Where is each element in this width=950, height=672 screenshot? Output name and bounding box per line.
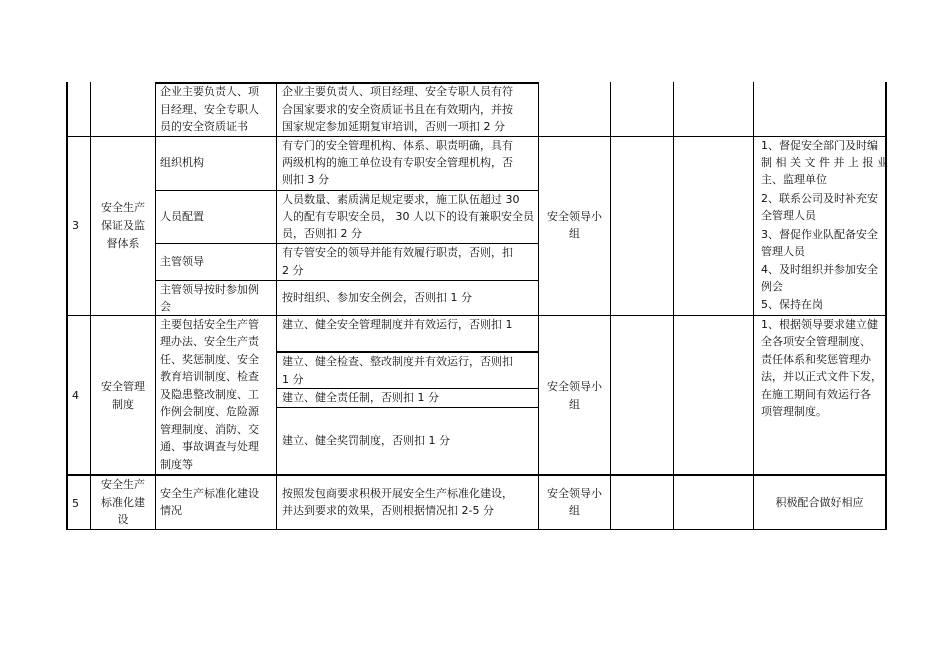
- measure-text: 主、监理单位: [761, 173, 827, 186]
- item-text: 主要包括安全生产管: [160, 318, 259, 331]
- category-text: 标准化建: [101, 496, 145, 509]
- standard-text: 则扣 3 分: [282, 173, 329, 186]
- measure-text: 法，并以正式文件下发，: [761, 370, 882, 383]
- col-divider: [753, 82, 754, 530]
- responsible-text: 安全领导小: [547, 380, 602, 393]
- standard-text: 1 分: [282, 373, 304, 386]
- table-border-left: [66, 82, 68, 530]
- item-text: 情况: [160, 504, 182, 517]
- item-text: 目经理、安全专职人: [160, 103, 259, 116]
- measure-text: 5、保持在岗: [761, 298, 823, 311]
- measure-text: 制 相 关 文 件 并 上 报 业: [761, 156, 888, 169]
- standard-text: 合国家要求的安全资质证书且在有效期内，并按: [282, 103, 513, 116]
- standard-text: 国家规定参加延期复审培训，否则一项扣 2 分: [282, 120, 505, 133]
- item-text: 主管领导按时参加例: [160, 283, 259, 296]
- measure-text: 全管理人员: [761, 209, 816, 222]
- responsible-text: 组: [569, 504, 580, 517]
- measure-text: 全各项安全管理制度、: [761, 335, 871, 348]
- item-text: 任、奖惩制度、安全: [160, 353, 259, 366]
- item-text: 教育培训制度、检查: [160, 370, 259, 383]
- col-divider: [673, 82, 674, 530]
- col-divider: [155, 82, 156, 530]
- standard-text: 建立、健全责任制，否则扣 1 分: [282, 391, 439, 404]
- item-text: 企业主要负责人、项: [160, 85, 259, 98]
- row-number: 3: [72, 219, 79, 232]
- standard-text: 人的配有专职安全员， 30 人以下的设有兼职安全员: [282, 210, 534, 223]
- item-text: 通、事故调查与处理: [160, 440, 259, 453]
- item-text: 人员配置: [160, 210, 204, 223]
- standard-text: 人员数量、素质满足规定要求，施工队伍超过 30: [282, 193, 520, 206]
- measure-text: 1、根据领导要求建立健: [761, 318, 878, 331]
- item-text: 管理制度、消防、交: [160, 423, 259, 436]
- measure-text: 管理人员: [761, 245, 805, 258]
- responsible-text: 组: [569, 227, 580, 240]
- row-number: 4: [72, 389, 79, 402]
- standard-text: 建立、健全安全管理制度并有效运行，否则扣 1: [282, 318, 513, 331]
- row-number: 5: [72, 497, 79, 510]
- standard-text: 企业主要负责人、项目经理、安全专职人员有符: [282, 85, 513, 98]
- standard-text: 两级机构的施工单位设有专职安全管理机构，否: [282, 156, 513, 169]
- col-divider: [538, 82, 539, 530]
- category-text: 设: [117, 513, 129, 526]
- measure-text: 责任体系和奖惩管理办: [761, 353, 871, 366]
- table-border-right: [885, 82, 887, 530]
- item-text: 组织机构: [160, 156, 204, 169]
- measure-text: 在施工期间有效运行各: [761, 388, 871, 401]
- col-divider: [276, 82, 277, 530]
- item-text: 主管领导: [160, 255, 204, 268]
- standard-text: 2 分: [282, 264, 304, 277]
- row-separator: [66, 474, 886, 476]
- category-text: 制度: [112, 398, 134, 411]
- standard-text: 员，否则扣 2 分: [282, 227, 362, 240]
- row-separator: [66, 529, 886, 530]
- item-text: 及隐患整改制度、工: [160, 388, 259, 401]
- measure-text: 2、联系公司及时补充安: [761, 192, 878, 205]
- standard-text: 按照发包商要求积极开展安全生产标准化建设，: [282, 487, 513, 500]
- category-text: 督体系: [106, 237, 140, 250]
- item-text: 员的安全资质证书: [160, 120, 248, 133]
- standard-text: 建立、健全奖罚制度，否则扣 1 分: [282, 434, 450, 447]
- category-text: 保证及监: [101, 219, 145, 232]
- col-divider: [610, 82, 611, 530]
- col-divider: [90, 82, 91, 530]
- measure-text: 例会: [761, 280, 783, 293]
- measure-text: 4、及时组织并参加安全: [761, 263, 878, 276]
- item-text: 会: [160, 300, 171, 313]
- measure-text: 项管理制度。: [761, 405, 827, 418]
- measure-text: 1、督促安全部门及时编: [761, 139, 878, 152]
- category-text: 安全生产: [101, 478, 145, 491]
- standard-text: 有专门的安全管理机构、体系、职责明确，具有: [282, 139, 513, 152]
- measure-text: 3、督促作业队配备安全: [761, 228, 878, 241]
- item-text: 安全生产标准化建设: [160, 487, 259, 500]
- responsible-text: 安全领导小: [547, 487, 602, 500]
- standard-text: 并达到要求的效果，否则根据情况扣 2-5 分: [282, 504, 494, 517]
- category-text: 安全生产: [101, 201, 145, 214]
- measure-text: 积极配合做好相应: [775, 496, 864, 509]
- category-text: 安全管理: [101, 380, 145, 393]
- item-text: 作例会制度、危险源: [160, 405, 259, 418]
- standard-text: 按时组织、参加安全例会，否则扣 1 分: [282, 291, 472, 304]
- responsible-text: 组: [569, 398, 580, 411]
- item-text: 制度等: [160, 458, 193, 471]
- standard-text: 有专管安全的领导并能有效履行职责，否则，扣: [282, 246, 513, 259]
- subrow-separator: [276, 407, 539, 408]
- responsible-text: 安全领导小: [547, 210, 602, 223]
- standard-text: 建立、健全检查、整改制度并有效运行，否则扣: [282, 355, 513, 368]
- item-text: 理办法、安全生产责: [160, 335, 259, 348]
